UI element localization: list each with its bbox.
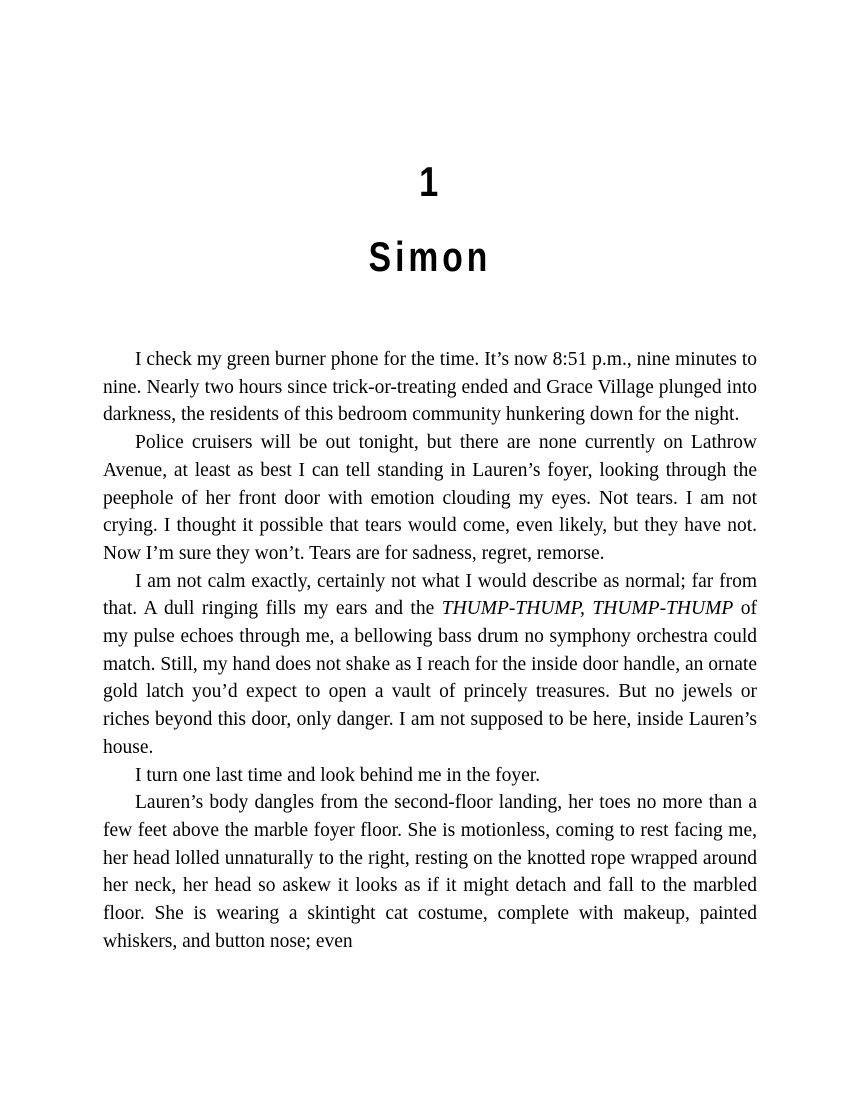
- paragraph: [103, 429, 757, 568]
- italic-text-run: THUMP-THUMP, THUMP-THUMP: [441, 598, 734, 620]
- paragraph: [103, 568, 757, 762]
- text-run: I turn one last time and look behind me in the foyer.: [135, 764, 541, 786]
- chapter-title: Simon: [368, 233, 492, 280]
- body-text: [103, 346, 757, 955]
- text-run: I check my green burner phone for the time. It’s now 8:51 p.m., nine minutes to nine. Nearly two hours since trick-or-treating ended and Grace Village plunged into darkness, the residents of this bedroom community hunkering down for the night.: [103, 349, 757, 426]
- text-run: Police cruisers will be out tonight, but there are none currently on Lathrow Avenue, at least as best I can tell standing in Lauren’s foyer, looking through the peephole of her front door with emotion clouding my eyes. Not tears. I am not crying. I thought it possible that tears would come, even likely, but they have not. Now I’m sure they won’t. Tears are for sadness, regret, remorse.: [103, 432, 757, 564]
- chapter-number: 1: [419, 158, 441, 205]
- text-run: Lauren’s body dangles from the second-floor landing, her toes no more than a few feet above the marble foyer floor. She is motionless, coming to rest facing me, her head lolled unnaturally to the right, resting on the knotted rope wrapped around her neck, her head so askew it looks as if it might detach and fall to the marbled floor. She is wearing a skintight cat costume, complete with makeup, painted whiskers, and button nose; even: [103, 792, 757, 952]
- paragraph: [103, 762, 757, 790]
- text-run: I am not calm exactly, certainly not what I would describe as normal; far from that. A dull ringing fills my ears and the: [103, 570, 757, 620]
- text-run: of my pulse echoes through me, a bellowing bass drum no symphony orchestra could match. Still, my hand does not shake as I reach for the inside door handle, an ornate gold latch you’d expect to open a vault of princely treasures. But no jewels or riches beyond this door, only danger. I am not supposed to be here, inside Lauren’s house.: [103, 598, 757, 758]
- paragraph: [103, 789, 757, 955]
- paragraph: [103, 346, 757, 429]
